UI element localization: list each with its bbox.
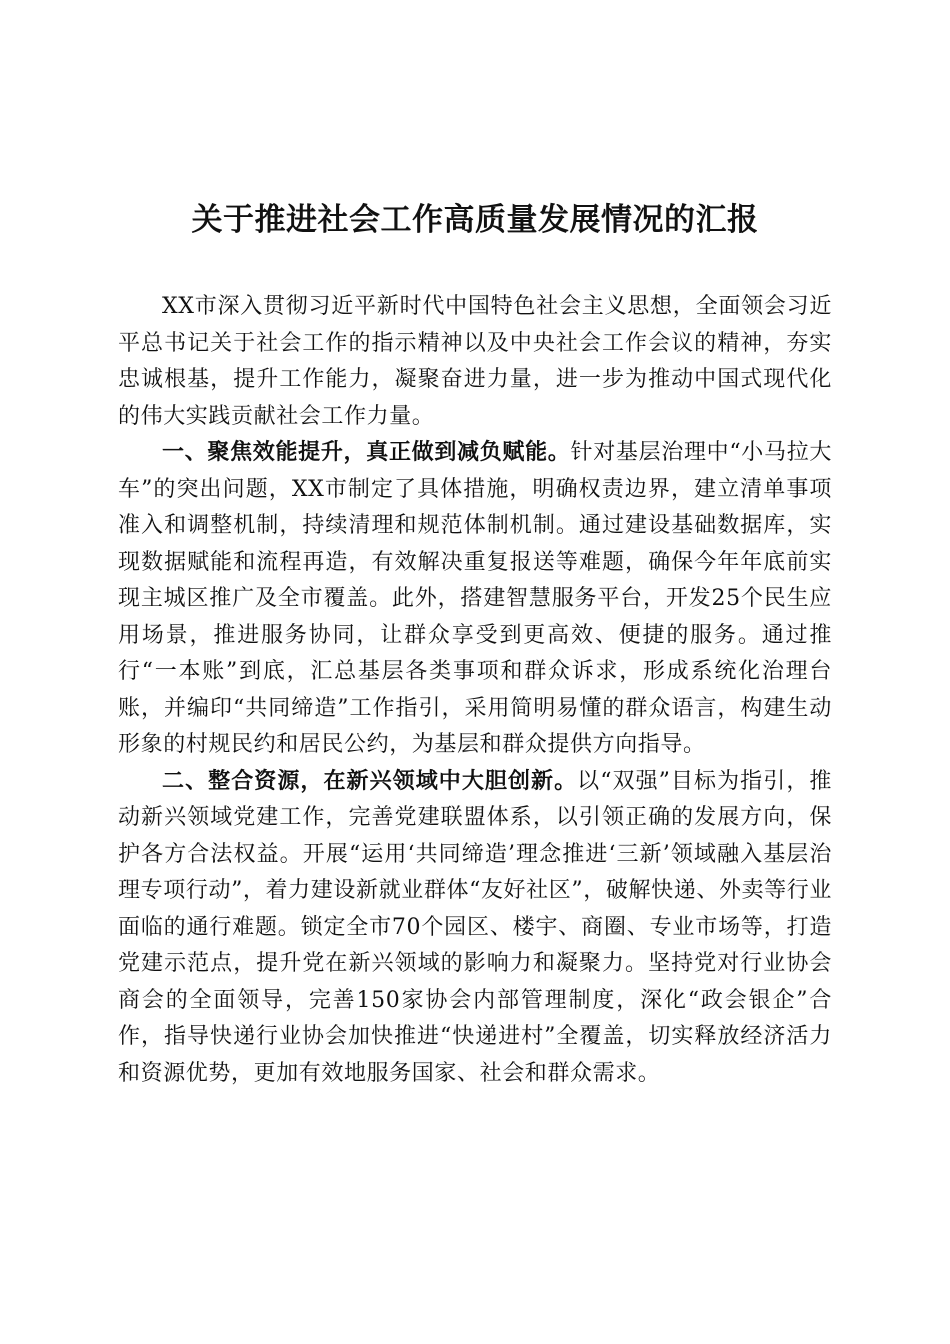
- intro-paragraph: XX市深入贯彻习近平新时代中国特色社会主义思想，全面领会习近平总书记关于社会工作的指示精神以及中央社会工作会议的精神，夯实忠诚根基，提升工作能力，凝聚奋进力量，进一步为推动中国式现代化的伟大实践贡献社会工作力量。: [118, 294, 832, 429]
- document-body: [118, 289, 832, 1092]
- section-1-heading: 一、聚焦效能提升，真正做到减负赋能。: [162, 440, 571, 465]
- section-2-heading: 二、整合资源，在新兴领域中大胆创新。: [162, 768, 578, 794]
- section-1-paragraph: [118, 435, 832, 764]
- section-1-body: 针对基层治理中“小马拉大车”的突出问题，XX市制定了具体措施，明确权责边界，建立清单事项准入和调整机制，持续清理和规范体制机制。通过建设基础数据库，实现数据赋能和流程再造，有效解决重复报送等难题，确保今年年底前实现主城区推广及全市覆盖。此外，搭建智慧服务平台，开发25个民生应用场景，推进服务协同，让群众享受到更高效、便捷的服务。通过推行“一本账”到底，汇总基层各类事项和群众诉求，形成系统化治理台账，并编印“共同缔造”工作指引，采用简明易懂的群众语言，构建生动形象的村规民约和居民公约，为基层和群众提供方向指导。: [118, 440, 832, 757]
- section-2-body: 以“双强”目标为指引，推动新兴领域党建工作，完善党建联盟体系，以引领正确的发展方向，保护各方合法权益。开展“运用‘共同缔造’理念推进‘三新’领域融入基层治理专项行动”，着力建设新就业群体“友好社区”，破解快递、外卖等行业面临的通行难题。锁定全市70个园区、楼宇、商圈、专业市场等，打造党建示范点，提升党在新兴领域的影响力和凝聚力。坚持党对行业协会商会的全面领导，完善150家协会内部管理制度，深化“政会银企”合作，指导快递行业协会加快推进“快递进村”全覆盖，切实释放经济活力和资源优势，更加有效地服务国家、社会和群众需求。: [118, 768, 832, 1086]
- document-title: 关于推进社会工作高质量发展情况的汇报: [191, 202, 759, 238]
- section-2-paragraph: [118, 764, 832, 1093]
